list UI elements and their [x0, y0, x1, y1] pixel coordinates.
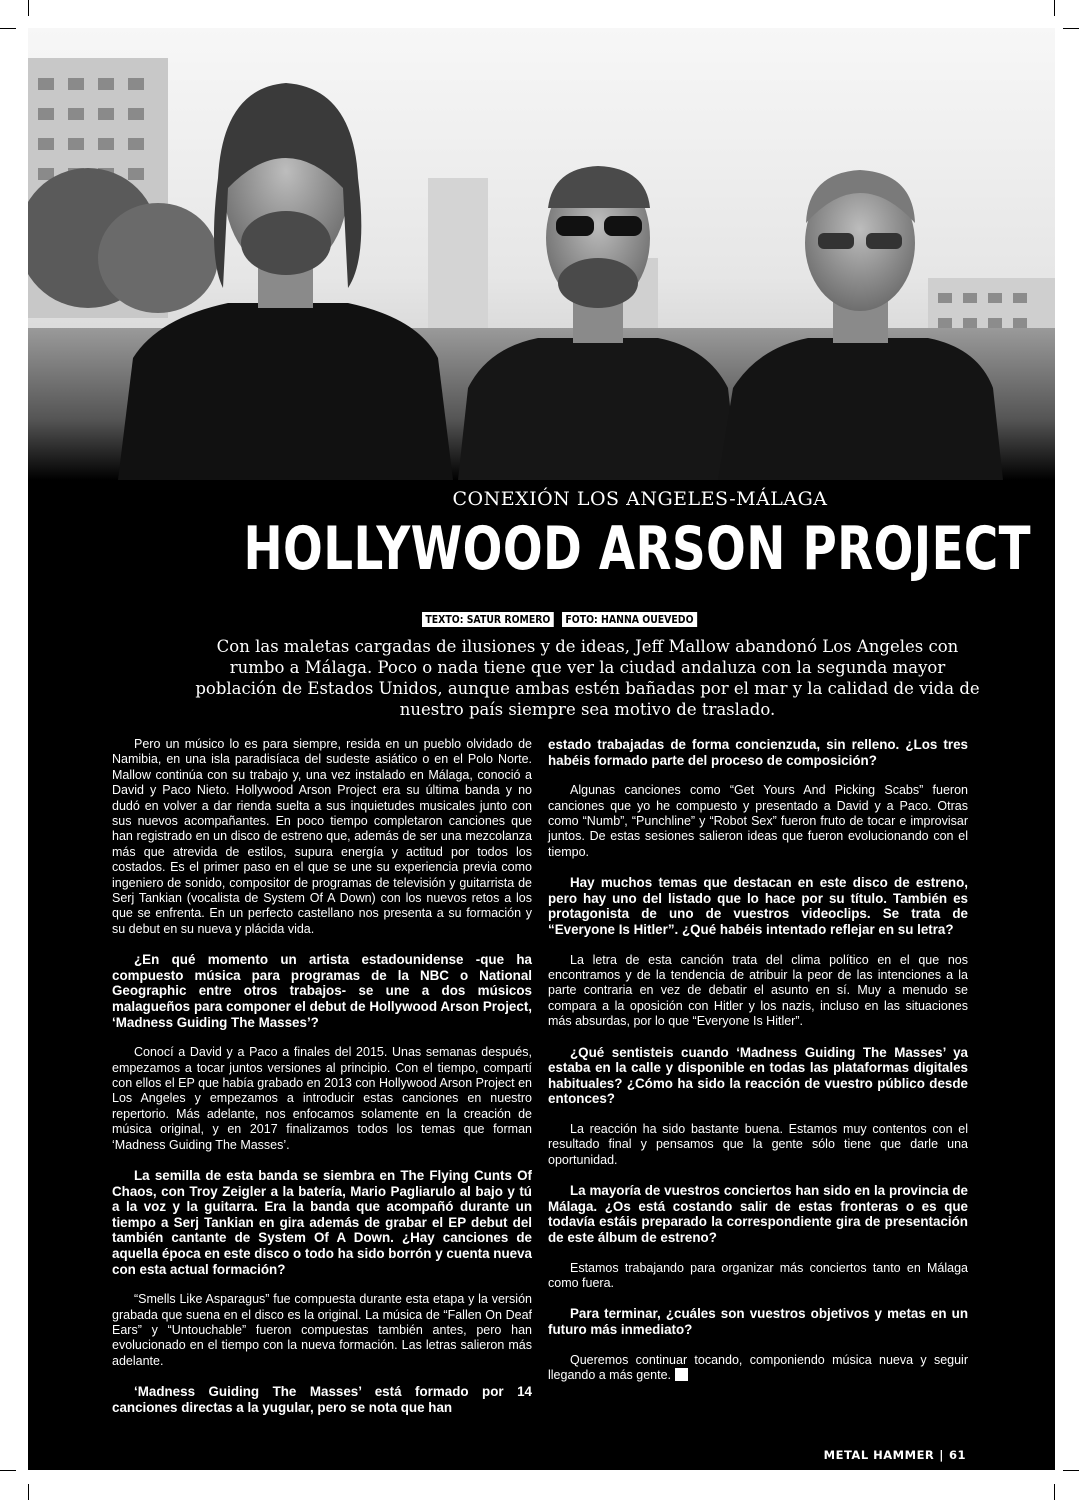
crop-mark-bottom-right-v — [1054, 1484, 1055, 1500]
interview-question: ‘Madness Guiding The Masses’ está formado por 14 canciones directas a la yugular, pero se nota que han — [112, 1384, 532, 1415]
interview-question: ¿Qué sentisteis cuando ‘Madness Guiding The Masses’ ya estaba en la calle y disponible en todas las plataformas digitales habituales? ¿Cómo ha sido la reacción de vuestro público desde entonces? — [548, 1044, 968, 1107]
crop-mark-top-right-v — [1054, 0, 1055, 16]
article-kicker: CONEXIÓN LOS ANGELES-MÁLAGA — [452, 488, 828, 510]
interview-question-continued: estado trabajadas de forma concienzuda, sin relleno. ¿Los tres habéis formado parte del proceso de composición? — [548, 737, 968, 768]
author-credit: TEXTO: SATUR ROMERO — [422, 612, 554, 627]
page-folio — [824, 1448, 966, 1462]
folio-separator: | — [939, 1448, 944, 1462]
final-answer — [548, 1353, 968, 1384]
interview-question: Para terminar, ¿cuáles son vuestros objetivos y metas en un futuro más inmediato? — [548, 1306, 968, 1337]
crop-mark-bottom-left-v — [28, 1484, 29, 1500]
end-mark-icon — [675, 1368, 688, 1381]
interview-question: La semilla de esta banda se siembra en The Flying Cunts Of Chaos, con Troy Zeigler a la batería, Mario Pagliarulo al bajo y tú a la voz y la guitarra. Era la banda que acompañó durante un tiempo a Serj Tankian en gira además de grabar el EP debut del también cantante de System Of A Down. ¿Hay canciones de aquella época en este disco o todo ha sido borrón y cuenta nueva con esta actual formación? — [112, 1168, 532, 1277]
interview-question: Hay muchos temas que destacan en este disco de estreno, pero hay uno del listado que lo hace por su título. También es protagonista de uno de vuestros videoclips. Se trata de “Everyone Is Hitler”. ¿Qué habéis intentado reflejar en su letra? — [548, 875, 968, 937]
article-headline: HOLLYWOOD ARSON PROJECT — [243, 514, 1031, 584]
interview-question: La mayoría de vuestros conciertos han sido en la provincia de Málaga. ¿Os está costando salir de estas fronteras o es que todavía estáis preparado la correspondiente gira de presentación de este álbum de estreno? — [548, 1183, 968, 1245]
crop-mark-bottom-right-h — [1063, 1470, 1079, 1471]
band-photo — [28, 28, 1055, 480]
magazine-name: METAL HAMMER — [823, 1448, 935, 1462]
interview-answer: La letra de esta canción trata del clima político en el que nos encontramos y de la tendencia de atribuir la peor de las intenciones a la parte contraria en vez de debatir el asunto en sí. Muy a menudo se compara a la oposición con Hitler y los nazis, incluso en las situaciones más absurdas, por lo que “Everyone Is Hitler”. — [548, 952, 968, 1029]
interview-answer: Conocí a David y a Paco a finales del 2015. Unas semanas después, empezamos a tocar juntos versiones al principio. Con el tiempo, compartí con ellos el EP que había grabado en 2013 con Hollywood Arson Project en Los Angeles y empezamos a introducir estas canciones en nuestro repertorio. Más adelante, nos enfocamos solamente en la creación de música original, y en 2017 finalizamos todos los temas que forman ‘Madness Guiding The Masses’. — [112, 1045, 532, 1152]
interview-answer: La reacción ha sido bastante buena. Estamos muy contentos con el resultado final y pensamos que la gente sólo tiene que darle una oportunidad. — [548, 1122, 968, 1167]
left-column — [112, 737, 532, 1430]
photo-credit: FOTO: HANNA OUEVEDO — [562, 612, 697, 627]
crop-mark-top-left-v — [28, 0, 29, 16]
interview-answer: Algunas canciones como “Get Yours And Picking Scabs” fueron canciones que yo he compuesto y presentado a David y a Paco. Otras como “Numb”, “Punchline” y “Robot Sex” fueron fruto de tocar e improvisar juntos. De estas sesiones salieron ideas que fueron evolucionando con el tiempo. — [548, 783, 968, 859]
article-standfirst: Con las maletas cargadas de ilusiones y de ideas, Jeff Mallow abandonó Los Angeles con rumbo a Málaga. Poco o nada tiene que ver la ciudad andaluza con la segunda mayor población de Estados Unidos, aunque ambas estén bañadas por el mar y la calidad de vida de nuestro país siempre sea motivo de traslado. — [195, 637, 980, 719]
crop-mark-bottom-left-h — [0, 1470, 16, 1471]
right-column — [548, 737, 968, 1398]
crop-mark-top-right-h — [1063, 28, 1079, 29]
interview-answer: “Smells Like Asparagus” fue compuesta durante esta etapa y la versión grabada que suena en el disco es la original. La música de “Fallen On Deaf Ears” y “Untouchable” fueron compuestas también antes, pero han evolucionado en el tiempo con la nueva formación. Las letras salieron más adelante. — [112, 1292, 532, 1368]
interview-answer: Estamos trabajando para organizar más conciertos tanto en Málaga como fuera. — [548, 1260, 968, 1290]
interview-question: ¿En qué momento un artista estadounidense -que ha compuesto música para programas de la NBC o National Geographic entre otros trabajos- se une a dos músicos malagueños para componer el debut de Hollywood Arson Project, ‘Madness Guiding The Masses’? — [112, 952, 532, 1030]
crop-mark-top-left-h — [0, 28, 16, 29]
final-answer-text: Queremos continuar tocando, componiendo música nueva y seguir llegando a más gente. — [548, 1352, 968, 1382]
page-number: 61 — [948, 1448, 966, 1462]
intro-paragraph: Pero un músico lo es para siempre, resida en un pueblo olvidado de Namibia, en una isla paradisíaca del sudeste asiático o en el Polo Norte. Mallow continúa con su trabajo y, una vez instalado en Málaga, conoció a David y Paco Nieto. Hollywood Arson Project era su última banda y no dudó en volver a dar rienda suelta a sus inquietudes musicales junto con sus nuevos acompañantes. En poco tiempo completaron canciones que han registrado en un disco de estreno que, además de ser una mezcolanza más que atrevida de estilos, supura energía y actitud por todos los costados. Es el primer paso en el que se une su experiencia previa como ingeniero de sonido, compositor de programas de televisión y guitarrista de Serj Tankian (vocalista de System Of A Down) con los nuevos retos a los que se enfrenta. En un perfecto castellano nos presenta a su formación y su debut en su nueva y plácida vida. — [112, 737, 532, 936]
